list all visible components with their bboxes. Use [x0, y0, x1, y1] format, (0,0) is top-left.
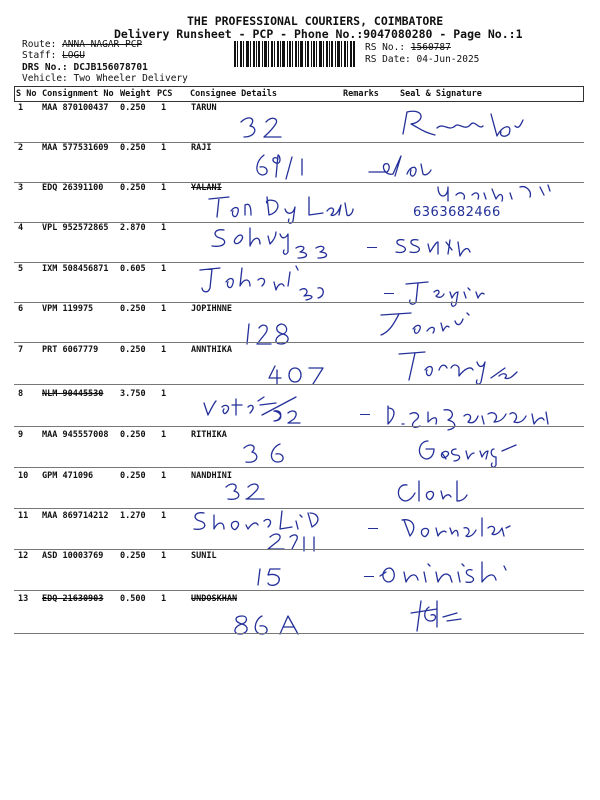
- col-header-remarks: Remarks: [343, 89, 379, 99]
- row-11-signature: [398, 514, 518, 546]
- row-3-consignee: YALANI: [191, 183, 222, 193]
- row-10-weight: 0.250: [120, 471, 146, 481]
- row-4-sno: 4: [18, 223, 24, 233]
- row-6-weight: 0.250: [120, 304, 146, 314]
- row-7-signature: [395, 346, 525, 386]
- row-8-dash: [360, 414, 370, 415]
- staff-line: [22, 50, 85, 61]
- row-3-weight: 0.250: [120, 183, 146, 193]
- row-9-handwriting: [240, 440, 300, 466]
- row-13-rule: [14, 633, 584, 634]
- row-13-consignee: UNDOSKHAN: [191, 594, 238, 604]
- row-2-signature: [365, 150, 445, 182]
- row-8-rule: [14, 426, 584, 427]
- row-2-consignee: RAJI: [191, 143, 212, 153]
- row-9-signature: [412, 437, 527, 469]
- row-6-pcs: 1: [161, 304, 167, 314]
- row-4-signature: [390, 232, 500, 258]
- rs-date: RS Date: 04-Jun-2025: [365, 54, 480, 65]
- row-10-pcs: 1: [161, 471, 167, 481]
- rs-number-value: 1560787: [410, 42, 451, 53]
- row-2-sno: 2: [18, 143, 24, 153]
- row-3-pcs: 1: [161, 183, 167, 193]
- row-10-sno: 10: [18, 471, 29, 481]
- row-5-dash: [384, 293, 394, 294]
- row-12-weight: 0.250: [120, 551, 146, 561]
- row-12-consignee: SUNIL: [191, 551, 217, 561]
- row-6-sno: 6: [18, 304, 24, 314]
- row-7-consignment: PRT 6067779: [42, 345, 99, 355]
- row-3-address-handwriting: [205, 191, 355, 221]
- row-7-rule: [14, 384, 584, 385]
- row-6-consignee: JOPIHNNE: [191, 304, 232, 314]
- header-bottom-rule: [14, 101, 584, 102]
- row-8-weight: 3.750: [120, 389, 146, 399]
- row-13-pcs: 1: [161, 594, 167, 604]
- row-9-consignee: RITHIKA: [191, 430, 227, 440]
- table-left-edge: [14, 86, 15, 102]
- row-9-weight: 0.250: [120, 430, 146, 440]
- row-7-pcs: 1: [161, 345, 167, 355]
- row-12-consignment: ASD 10003769: [42, 551, 104, 561]
- row-9-sno: 9: [18, 430, 24, 440]
- row-4-dash: [367, 247, 377, 248]
- row-11-weight: 1.270: [120, 511, 146, 521]
- row-1-handwriting: [236, 113, 300, 141]
- rs-number-label: RS No.:: [365, 42, 406, 53]
- row-11-pcs: 1: [161, 511, 167, 521]
- col-header-pcs: PCS: [157, 89, 173, 99]
- row-13-weight: 0.500: [120, 594, 146, 604]
- row-13-sno: 13: [18, 594, 29, 604]
- row-11-dash: [368, 528, 378, 529]
- row-1-sno: 1: [18, 103, 24, 113]
- row-6-signature: [377, 307, 477, 341]
- row-8-pcs: 1: [161, 389, 167, 399]
- row-5-rule: [14, 302, 584, 303]
- col-header-consignment: Consignment No: [42, 89, 114, 99]
- row-7-sno: 7: [18, 345, 24, 355]
- table-top-rule: [14, 86, 584, 87]
- row-6-rule: [14, 342, 584, 343]
- row-3-consignment: EDQ 26391100: [42, 183, 104, 193]
- row-8-signature: [382, 402, 557, 436]
- row-12-dash: [364, 576, 374, 577]
- row-11-handwriting: [188, 507, 328, 553]
- row-9-consignment: MAA 945557008: [42, 430, 109, 440]
- row-2-weight: 0.250: [120, 143, 146, 153]
- row-7-weight: 0.250: [120, 345, 146, 355]
- rs-number-line: [365, 42, 451, 53]
- row-5-handwriting: [192, 262, 332, 304]
- row-1-weight: 0.250: [120, 103, 146, 113]
- row-2-consignment: MAA 577531609: [42, 143, 109, 153]
- row-13-signature: [407, 597, 467, 633]
- row-1-signature: [395, 108, 525, 140]
- row-8-consignment: NLM 90445530: [42, 389, 104, 399]
- row-6-consignment: VPM 119975: [42, 304, 94, 314]
- row-1-consignment: MAA 870100437: [42, 103, 109, 113]
- row-10-consignment: GPM 471096: [42, 471, 94, 481]
- row-9-pcs: 1: [161, 430, 167, 440]
- row-11-rule: [14, 549, 584, 550]
- row-7-consignee: ANNTHIKA: [191, 345, 232, 355]
- staff-label: Staff:: [22, 50, 57, 61]
- row-8-sno: 8: [18, 389, 24, 399]
- row-12-signature: [376, 558, 536, 590]
- row-12-rule: [14, 590, 584, 591]
- row-4-consignment: VPL 952572865: [42, 223, 109, 233]
- row-1-pcs: 1: [161, 103, 167, 113]
- row-12-pcs: 1: [161, 551, 167, 561]
- row-5-signature: [398, 278, 488, 308]
- row-7-handwriting: [265, 362, 331, 386]
- row-5-weight: 0.605: [120, 264, 146, 274]
- row-9-rule: [14, 467, 584, 468]
- col-header-sno: S No: [16, 89, 37, 99]
- row-8-handwriting: [200, 393, 310, 427]
- vehicle-type: Vehicle: Two Wheeler Delivery: [22, 73, 188, 84]
- row-10-handwriting: [222, 479, 282, 503]
- row-5-consignment: IXM 508456871: [42, 264, 109, 274]
- route-value: ANNA NAGAR PCP: [62, 39, 143, 50]
- row-11-sno: 11: [18, 511, 29, 521]
- row-3-signature: [430, 183, 555, 205]
- row-12-sno: 12: [18, 551, 29, 561]
- row-13-consignment: EDQ 21630903: [42, 594, 104, 604]
- row-11-consignment: MAA 869714212: [42, 511, 109, 521]
- barcode-icon: [234, 41, 356, 67]
- route-line: [22, 39, 142, 50]
- row-3-sno: 3: [18, 183, 24, 193]
- col-header-weight: Weight: [120, 89, 151, 99]
- row-1-consignee: TARUN: [191, 103, 217, 113]
- row-10-signature: [391, 477, 471, 509]
- row-2-pcs: 1: [161, 143, 167, 153]
- row-12-handwriting: [254, 565, 294, 587]
- col-header-consignee: Consignee Details: [190, 89, 277, 99]
- route-label: Route:: [22, 39, 57, 50]
- row-4-pcs: 1: [161, 223, 167, 233]
- table-right-edge: [583, 86, 584, 102]
- runsheet-title: Delivery Runsheet - PCP - Phone No.:9047080280 - Page No.:1: [114, 27, 523, 41]
- row-5-sno: 5: [18, 264, 24, 274]
- row-10-consignee: NANDHINI: [191, 471, 232, 481]
- row-3-phone-handwriting: 6363682466: [413, 205, 501, 220]
- company-title: THE PROFESSIONAL COURIERS, COIMBATORE: [187, 14, 444, 28]
- row-4-weight: 2.870: [120, 223, 146, 233]
- col-header-seal: Seal & Signature: [400, 89, 482, 99]
- row-5-pcs: 1: [161, 264, 167, 274]
- staff-value: LOGU: [62, 50, 85, 61]
- row-4-handwriting: [206, 224, 346, 262]
- drs-number: DRS No.: DCJB156078701: [22, 62, 148, 73]
- row-2-handwriting: [250, 151, 320, 181]
